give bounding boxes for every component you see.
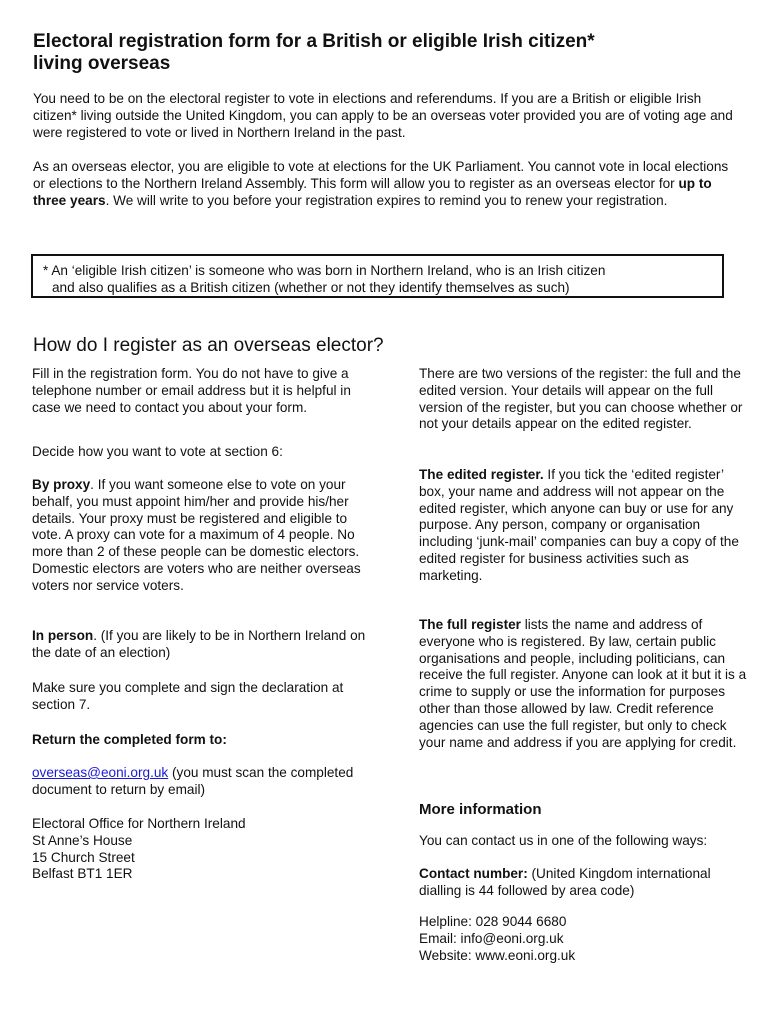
eligible-irish-citizen-note [31,254,724,298]
proxy-label: By proxy [32,477,91,492]
contact-number-text: (United Kingdom international dialling is 44 followed by area code) [419,866,711,898]
note-line-1: * An ‘eligible Irish citizen’ is someone who was born in Northern Ireland, who is an Irish citizen [43,263,606,278]
intro-p2-text-b: . We will write to you before your registration expires to remind you to renew your registration. [105,193,668,208]
helpline: Helpline: 028 9044 6680 [419,914,567,929]
address-line: Belfast BT1 1ER [32,866,133,882]
fill-in-paragraph: Fill in the registration form. You do not have to give a telephone number or email address but it is helpful in case we need to contact you about your form. [32,366,351,415]
intro-p2-emphasis: up to three years [33,176,712,208]
postal-address [32,816,377,883]
contact-number-label: Contact number: [419,866,528,881]
proxy-paragraph [32,477,377,595]
in-person-text: . (If you are likely to be in Northern Ireland on the date of an election) [32,628,366,660]
edited-register-paragraph [419,467,749,585]
intro-p2-text-a: As an overseas elector, you are eligible to vote at elections for the UK Parliament. You cannot vote in local elections or elections to the Northern Ireland Assembly. This form will allow you to register as an overseas elector for [33,159,729,191]
full-register-paragraph [419,617,749,751]
email-return-paragraph [32,765,377,799]
decide-paragraph: Decide how you want to vote at section 6: [32,444,283,459]
overseas-email-link[interactable]: overseas@eoni.org.uk [32,765,169,780]
edited-register-label: The edited register. [419,467,544,482]
contact-email: Email: info@eoni.org.uk [419,930,564,946]
website: Website: www.eoni.org.uk [419,947,576,963]
page-title-line-1: Electoral registration form for a British or eligible Irish citizen* [33,31,595,52]
contact-intro: You can contact us in one of the following ways: [419,833,708,848]
return-heading: Return the completed form to: [32,732,227,747]
note-line-2: and also qualifies as a British citizen (whether or not they identify themselves as such) [52,280,570,295]
proxy-text: . If you want someone else to vote on your behalf, you must appoint him/her and provide his/her details. Your proxy must be registered and eligible to vote. A proxy can vote for a maximum of 4 people. No more than 2 of these people can be domestic electors. Domestic electors are voters who are neither overseas voters nor service voters. [32,477,361,593]
more-information-heading: More information [419,801,542,818]
email-return-text: (you must scan the completed document to return by email) [32,765,354,797]
declaration-paragraph: Make sure you complete and sign the declaration at section 7. [32,680,344,712]
address-line: St Anne’s House [32,832,133,848]
page-title [33,31,733,75]
intro-paragraph-1: You need to be on the electoral register to vote in elections and referendums. If you are a British or eligible Irish citizen* living outside the United Kingdom, you can apply to be an overseas voter provided you are of voting age and were registered to vote or lived in Northern Ireland in the past. [33,91,733,140]
page-title-line-2: living overseas [33,53,171,74]
contact-details [419,914,749,964]
intro-paragraph-2 [33,158,738,209]
in-person-label: In person [32,628,94,643]
full-register-label: The full register [419,617,521,632]
full-register-text: lists the name and address of everyone who is registered. By law, certain public organisations and people, including politicians, can receive the full register. Anyone can look at it but it is a crime to supply or use the information for purposes other than those allowed by law. Credit reference agencies can use the full register, but only to check your name and address if you are applying for credit. [419,617,747,750]
address-line: Electoral Office for Northern Ireland [32,816,246,831]
address-line: 15 Church Street [32,849,135,865]
in-person-paragraph [32,628,377,662]
edited-register-text: If you tick the ‘edited register’ box, your name and address will not appear on the edited register, which anyone can buy or use for any purpose. Any person, company or organisation including ‘junk-mail’ companies can buy a copy of the edited register for business activities such as marketing. [419,467,739,583]
section-heading: How do I register as an overseas elector? [33,335,384,356]
contact-number-paragraph [419,866,749,900]
register-versions-paragraph: There are two versions of the register: the full and the edited version. Your details will appear on the full version of the register, but you can choose whether or not your details appear on the edited register. [419,366,743,432]
